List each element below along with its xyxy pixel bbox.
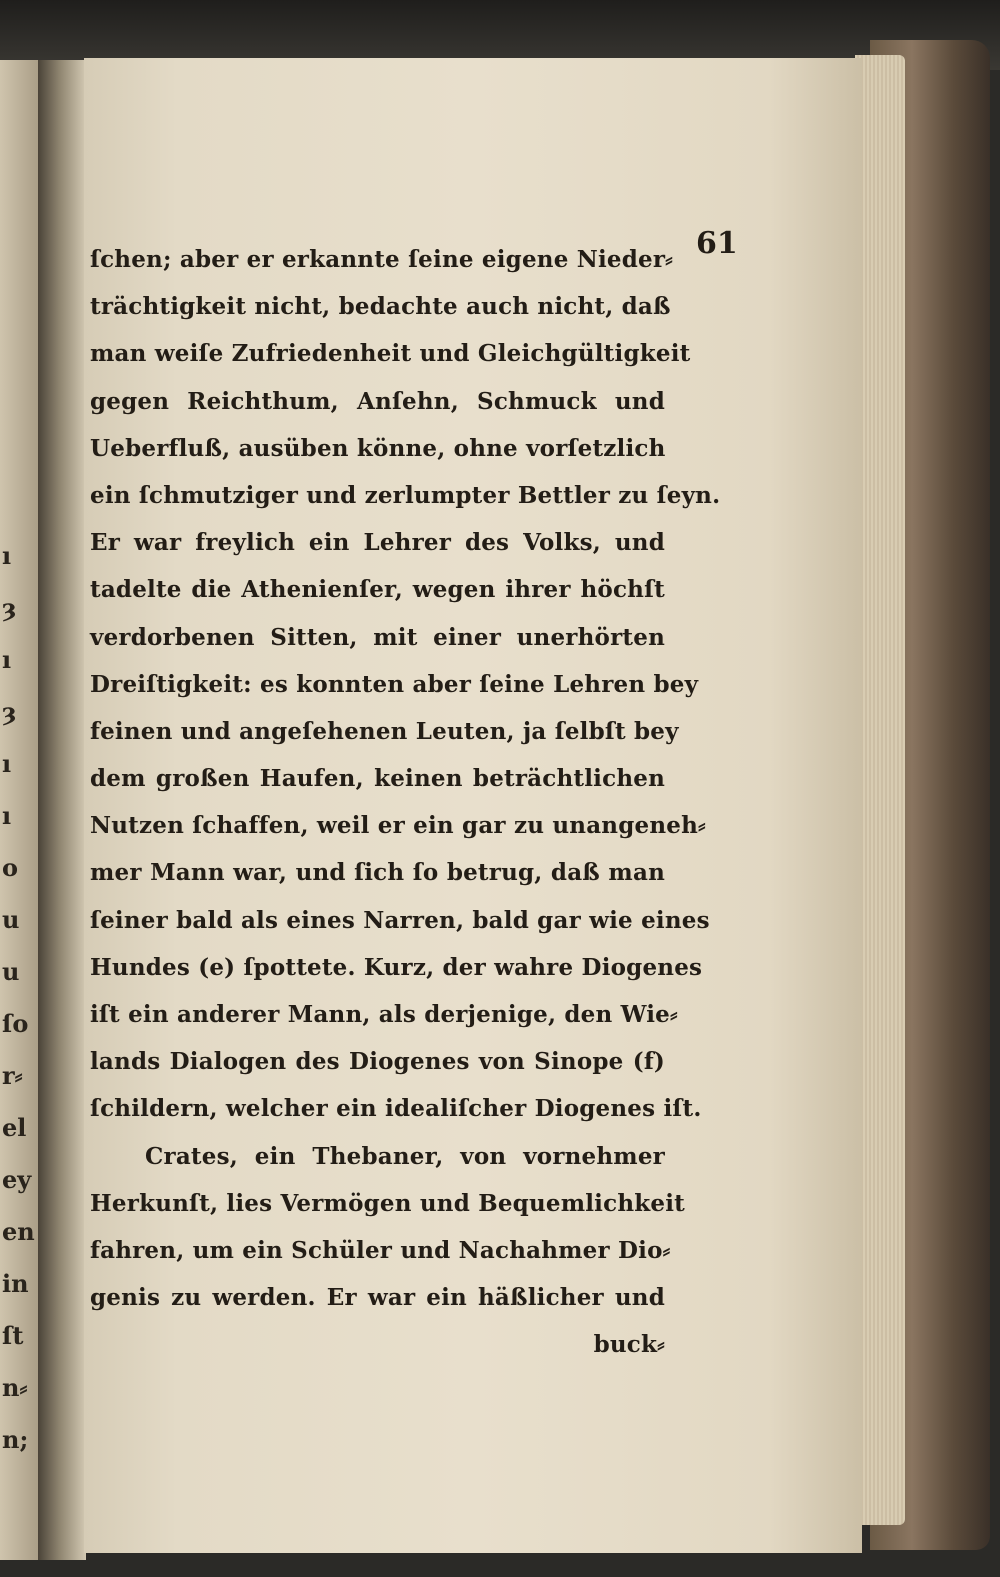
text-line: Herkunſt, lies Vermögen und Bequemlichkeit: [90, 1189, 685, 1217]
book-gutter: [38, 60, 86, 1560]
left-page-edge: [0, 60, 40, 1560]
page-text: [90, 236, 721, 1369]
text-line: ſchen; aber er erkannte ſeine eigene Nieder⸗: [90, 246, 674, 273]
text-line: genis zu werden. Er war ein häßlicher und: [90, 1284, 665, 1312]
page-stack-edge: [855, 55, 905, 1525]
text-line: Hundes (e) ſpottete. Kurz, der wahre Diogenes: [90, 953, 703, 981]
text-line: Crates, ein Thebaner, von vornehmer: [145, 1142, 665, 1170]
catchword: buck⸗: [593, 1331, 665, 1359]
text-line: trächtigkeit nicht, bedachte auch nicht, daß: [90, 293, 671, 321]
text-line: man weiſe Zufriedenheit und Gleichgültigkeit: [90, 340, 691, 368]
text-line: Dreiſtigkeit: es konnten aber ſeine Lehren bey: [90, 670, 699, 698]
text-line: mer Mann war, und ſich ſo betrug, daß man: [90, 859, 665, 887]
text-line: dem großen Haufen, keinen beträchtlichen: [90, 765, 665, 793]
text-line: lands Dialogen des Diogenes von Sinope (f): [90, 1048, 665, 1076]
text-line: gegen Reichthum, Anſehn, Schmuck und: [90, 387, 665, 415]
text-line: ſeiner bald als eines Narren, bald gar wie eines: [90, 906, 710, 934]
text-line: tadelte die Athenienſer, wegen ihrer höchſt: [90, 576, 665, 604]
text-line: Er war freylich ein Lehrer des Volks, und: [90, 529, 665, 557]
text-line: fahren, um ein Schüler und Nachahmer Dio⸗: [90, 1236, 671, 1264]
text-line: feinen und angeſehenen Leuten, ja ſelbſt bey: [90, 717, 679, 745]
text-line: verdorbenen Sitten, mit einer unerhörten: [90, 623, 665, 651]
left-page-text-fragments: ı ȝ ı ȝ ı ı o u u ſo r⸗ el ey en in ſt n⸗ n;: [2, 541, 35, 1454]
text-line: Nutzen ſchaffen, weil er ein gar zu unangeneh⸗: [90, 812, 706, 840]
text-line: iſt ein anderer Mann, als derjenige, den Wie⸗: [90, 1001, 678, 1028]
text-line: ſchildern, welcher ein idealiſcher Diogenes iſt.: [90, 1095, 702, 1123]
text-line: ein ſchmutziger und zerlumpter Bettler zu ſeyn.: [90, 481, 721, 509]
page-number: 61: [696, 226, 738, 261]
text-line: Ueberfluß, ausüben könne, ohne vorſetzlich: [90, 434, 666, 462]
